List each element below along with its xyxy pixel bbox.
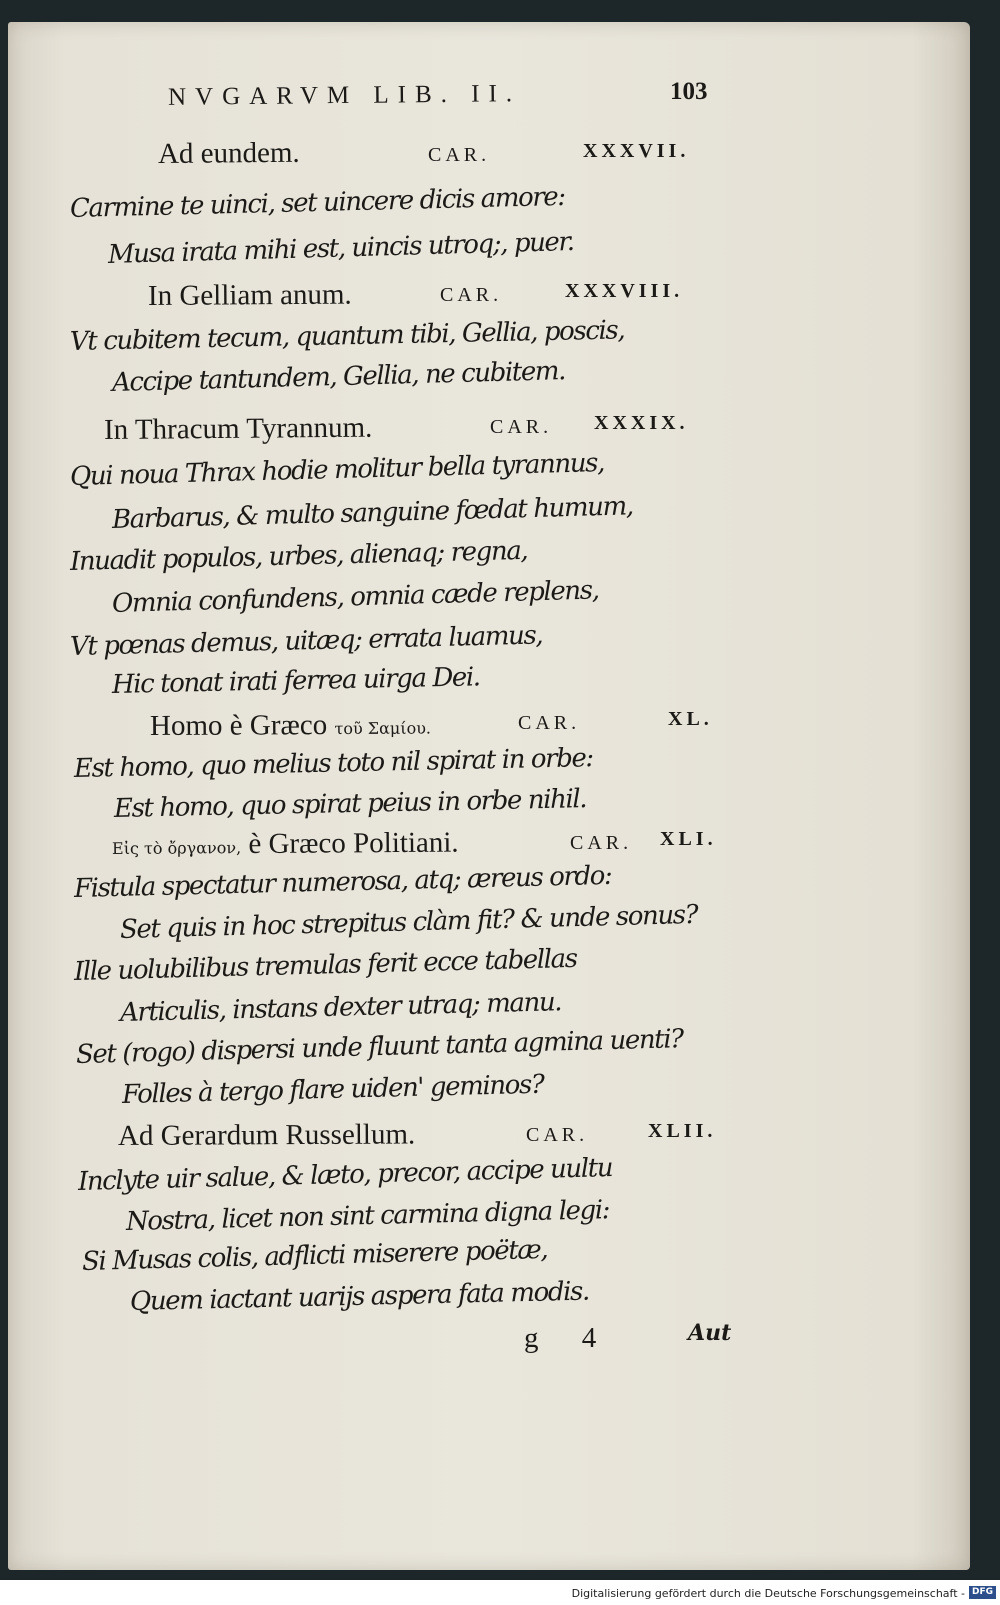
verse-line: Quem iactant uarijs aspera fata modis. — [129, 1276, 590, 1317]
poem-heading — [112, 827, 459, 862]
verse-line: Carmine te uinci, set uincere dicis amore: — [69, 181, 566, 224]
verse-line: Vt cubitem tecum, quantum tibi, Gellia, poscis, — [69, 315, 625, 357]
running-head: NVGARVM LIB. II. — [167, 80, 522, 111]
carmen-number: XXXIX. — [594, 412, 689, 434]
verse-line: Barbarus, & multo sanguine fœdat humum, — [111, 491, 634, 535]
credit-text: Digitalisierung gefördert durch die Deutsche Forschungsgemeinschaft - — [571, 1587, 965, 1600]
carmen-number: XLII. — [648, 1120, 717, 1142]
poem-title: Ad Gerardum Russellum. — [117, 1118, 416, 1152]
poem-heading — [158, 137, 300, 171]
poem-heading — [150, 709, 431, 743]
page-number: 103 — [670, 78, 708, 105]
verse-line: Est homo, quo melius toto nil spirat in orbe: — [73, 743, 594, 784]
verse-line: Set quis in hoc strepitus clàm fit? & unde sonus? — [119, 899, 698, 945]
carmen-label: CAR. — [440, 284, 503, 306]
page-text — [8, 22, 970, 1570]
carmen-number: XLI. — [660, 828, 717, 850]
greek-phrase: Εἰς τὸ ὄργανον, — [111, 838, 242, 858]
catchword: Aut — [688, 1320, 732, 1346]
poem-title: In Thracum Tyrannum. — [103, 411, 373, 446]
poem-title: Ad eundem. — [157, 136, 300, 170]
book-page — [8, 22, 970, 1570]
digitization-credit — [0, 1580, 1000, 1605]
signature-mark: g 4 — [524, 1322, 615, 1354]
carmen-label: CAR. — [490, 416, 553, 438]
verse-line: Nostra, licet non sint carmina digna legi: — [125, 1195, 610, 1237]
carmen-number: XXXVII. — [583, 140, 690, 162]
verse-line: Articulis, instans dexter utraq; manu. — [119, 987, 562, 1028]
dfg-logo: DFG — [969, 1586, 996, 1599]
verse-line: Vt pœnas demus, uitæq; errata luamus, — [69, 620, 543, 662]
poem-heading — [118, 1118, 415, 1153]
verse-line: Hic tonat irati ferrea uirga Dei. — [111, 662, 480, 700]
poem-heading — [148, 279, 352, 313]
verse-line: Est homo, quo spirat peius in orbe nihil. — [113, 784, 587, 824]
verse-line: Folles à tergo flare uiden' geminos? — [121, 1069, 544, 1110]
verse-line: Fistula spectatur numerosa, atq; æreus ordo: — [73, 860, 612, 904]
verse-line: Qui noua Thrax hodie molitur bella tyrannus, — [69, 448, 605, 492]
carmen-label: CAR. — [526, 1124, 589, 1146]
carmen-label: CAR. — [428, 144, 491, 166]
greek-phrase: τοῦ Σαμίου. — [334, 718, 432, 739]
verse-line: Omnia confundens, omnia cæde replens, — [111, 575, 599, 619]
verse-line: Set (rogo) dispersi unde fluunt tanta agmina uenti? — [75, 1024, 684, 1070]
carmen-label: CAR. — [518, 712, 581, 734]
carmen-number: XL. — [668, 708, 713, 730]
verse-line: Ille uolubilibus tremulas ferit ecce tabellas — [73, 943, 578, 987]
carmen-number: XXXVIII. — [565, 280, 684, 302]
verse-line: Si Musas colis, adflicti miserere poëtæ, — [81, 1234, 548, 1277]
poem-title: In Gelliam anum. — [147, 278, 352, 312]
verse-line: Accipe tantundem, Gellia, ne cubitem. — [111, 356, 566, 398]
poem-title: Homo è Græco — [149, 709, 328, 742]
verse-line: Musa irata mihi est, uincis utroq;, puer. — [107, 227, 574, 270]
poem-title: è Græco Politiani. — [248, 826, 459, 861]
verse-line: Inuadit populos, urbes, alienaq; regna, — [69, 535, 528, 577]
carmen-label: CAR. — [570, 832, 633, 854]
verse-line: Inclyte uir salue, & læto, precor, accipe uultu — [77, 1153, 613, 1197]
poem-heading — [104, 412, 373, 447]
